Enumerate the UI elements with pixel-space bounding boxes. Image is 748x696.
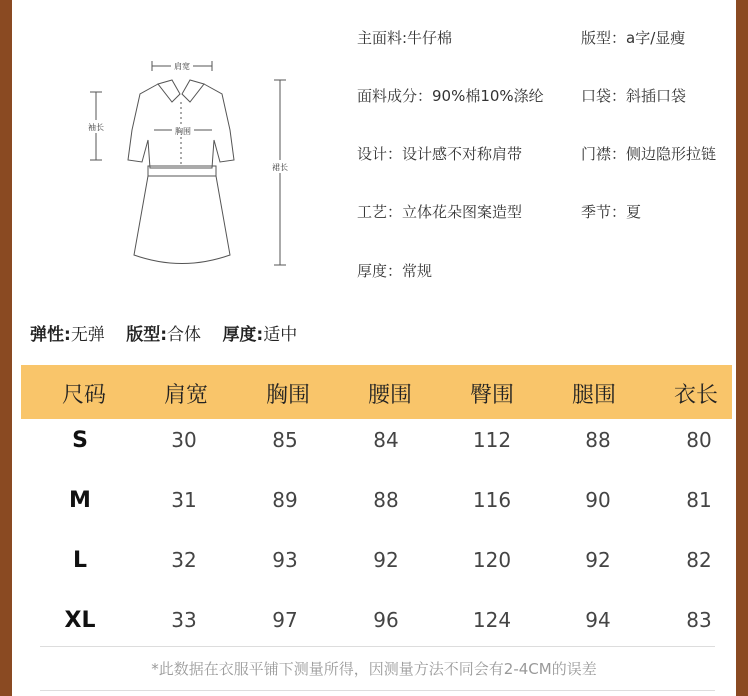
- sleeve-label: 袖长: [88, 123, 104, 132]
- spec-pocket: 口袋：斜插口袋: [581, 87, 687, 105]
- table-cell: 82: [686, 548, 712, 572]
- table-row: [12, 608, 736, 648]
- dress-illustration: [62, 50, 302, 285]
- attribute-label: 弹性:: [30, 325, 71, 345]
- table-cell: 88: [373, 488, 399, 512]
- attribute-value: 无弹: [70, 325, 105, 345]
- table-cell: 88: [585, 428, 611, 452]
- table-cell: 89: [272, 488, 298, 512]
- measurement-note: *此数据在衣服平铺下测量所得，因测量方法不同会有2-4CM的误差: [151, 660, 597, 678]
- table-cell: 33: [171, 608, 197, 632]
- table-cell: 84: [373, 428, 399, 452]
- table-cell: 85: [272, 428, 298, 452]
- header-size: 尺码: [61, 383, 107, 408]
- spec-placket: 门襟：侧边隐形拉链: [581, 145, 717, 163]
- shoulder-label: 肩宽: [174, 62, 190, 71]
- attribute-label: 版型:: [126, 325, 168, 345]
- spec-season: 季节：夏: [581, 203, 642, 221]
- table-cell: 112: [472, 428, 512, 452]
- size-table-header: [21, 365, 732, 419]
- header-hip: 臀围: [469, 383, 515, 408]
- table-cell: 92: [585, 548, 611, 572]
- divider: [40, 690, 715, 691]
- table-row: [12, 548, 736, 588]
- attribute-label: 厚度:: [222, 325, 264, 345]
- table-cell: 116: [472, 488, 512, 512]
- spec-fit: 版型：a字/显瘦: [581, 29, 686, 47]
- length-label: 裙长: [272, 163, 288, 172]
- table-row: [12, 488, 736, 528]
- attributes-line: [30, 320, 313, 345]
- size-cell: L: [72, 548, 88, 573]
- attribute-fit: [126, 325, 201, 345]
- table-cell: 92: [373, 548, 399, 572]
- spec-craft: 工艺：立体花朵图案造型: [357, 203, 523, 221]
- header-chest: 胸围: [265, 383, 311, 408]
- header-shoulder: 肩宽: [163, 383, 209, 408]
- table-cell: 96: [373, 608, 399, 632]
- size-cell: S: [72, 428, 88, 453]
- spec-design: 设计：设计感不对称肩带: [357, 145, 523, 163]
- attribute-value: 合体: [167, 325, 202, 345]
- table-cell: 124: [472, 608, 512, 632]
- header-length: 衣长: [673, 383, 719, 408]
- table-cell: 90: [585, 488, 611, 512]
- table-cell: 30: [171, 428, 197, 452]
- dress-measurement-diagram: [62, 50, 302, 285]
- table-cell: 97: [272, 608, 298, 632]
- table-cell: 32: [171, 548, 197, 572]
- divider: [40, 646, 715, 647]
- table-cell: 81: [686, 488, 712, 512]
- table-cell: 31: [171, 488, 197, 512]
- table-cell: 120: [472, 548, 512, 572]
- table-cell: 93: [272, 548, 298, 572]
- size-chart-page: [12, 0, 736, 696]
- spec-material: 主面料:牛仔棉: [357, 29, 453, 47]
- header-waist: 腰围: [367, 383, 413, 408]
- table-cell: 80: [686, 428, 712, 452]
- table-cell: 94: [585, 608, 611, 632]
- attribute-thickness: [222, 325, 297, 345]
- table-row: [12, 428, 736, 468]
- spec-composition: 面料成分：90%棉10%涤纶: [357, 87, 544, 105]
- size-cell: M: [69, 488, 91, 513]
- attribute-value: 适中: [263, 325, 298, 345]
- header-thigh: 腿围: [571, 383, 617, 408]
- attribute-elasticity: [30, 325, 105, 345]
- spec-thickness: 厚度：常规: [357, 262, 433, 280]
- table-cell: 83: [686, 608, 712, 632]
- chest-label: 胸围: [175, 127, 191, 136]
- size-cell: XL: [64, 608, 96, 633]
